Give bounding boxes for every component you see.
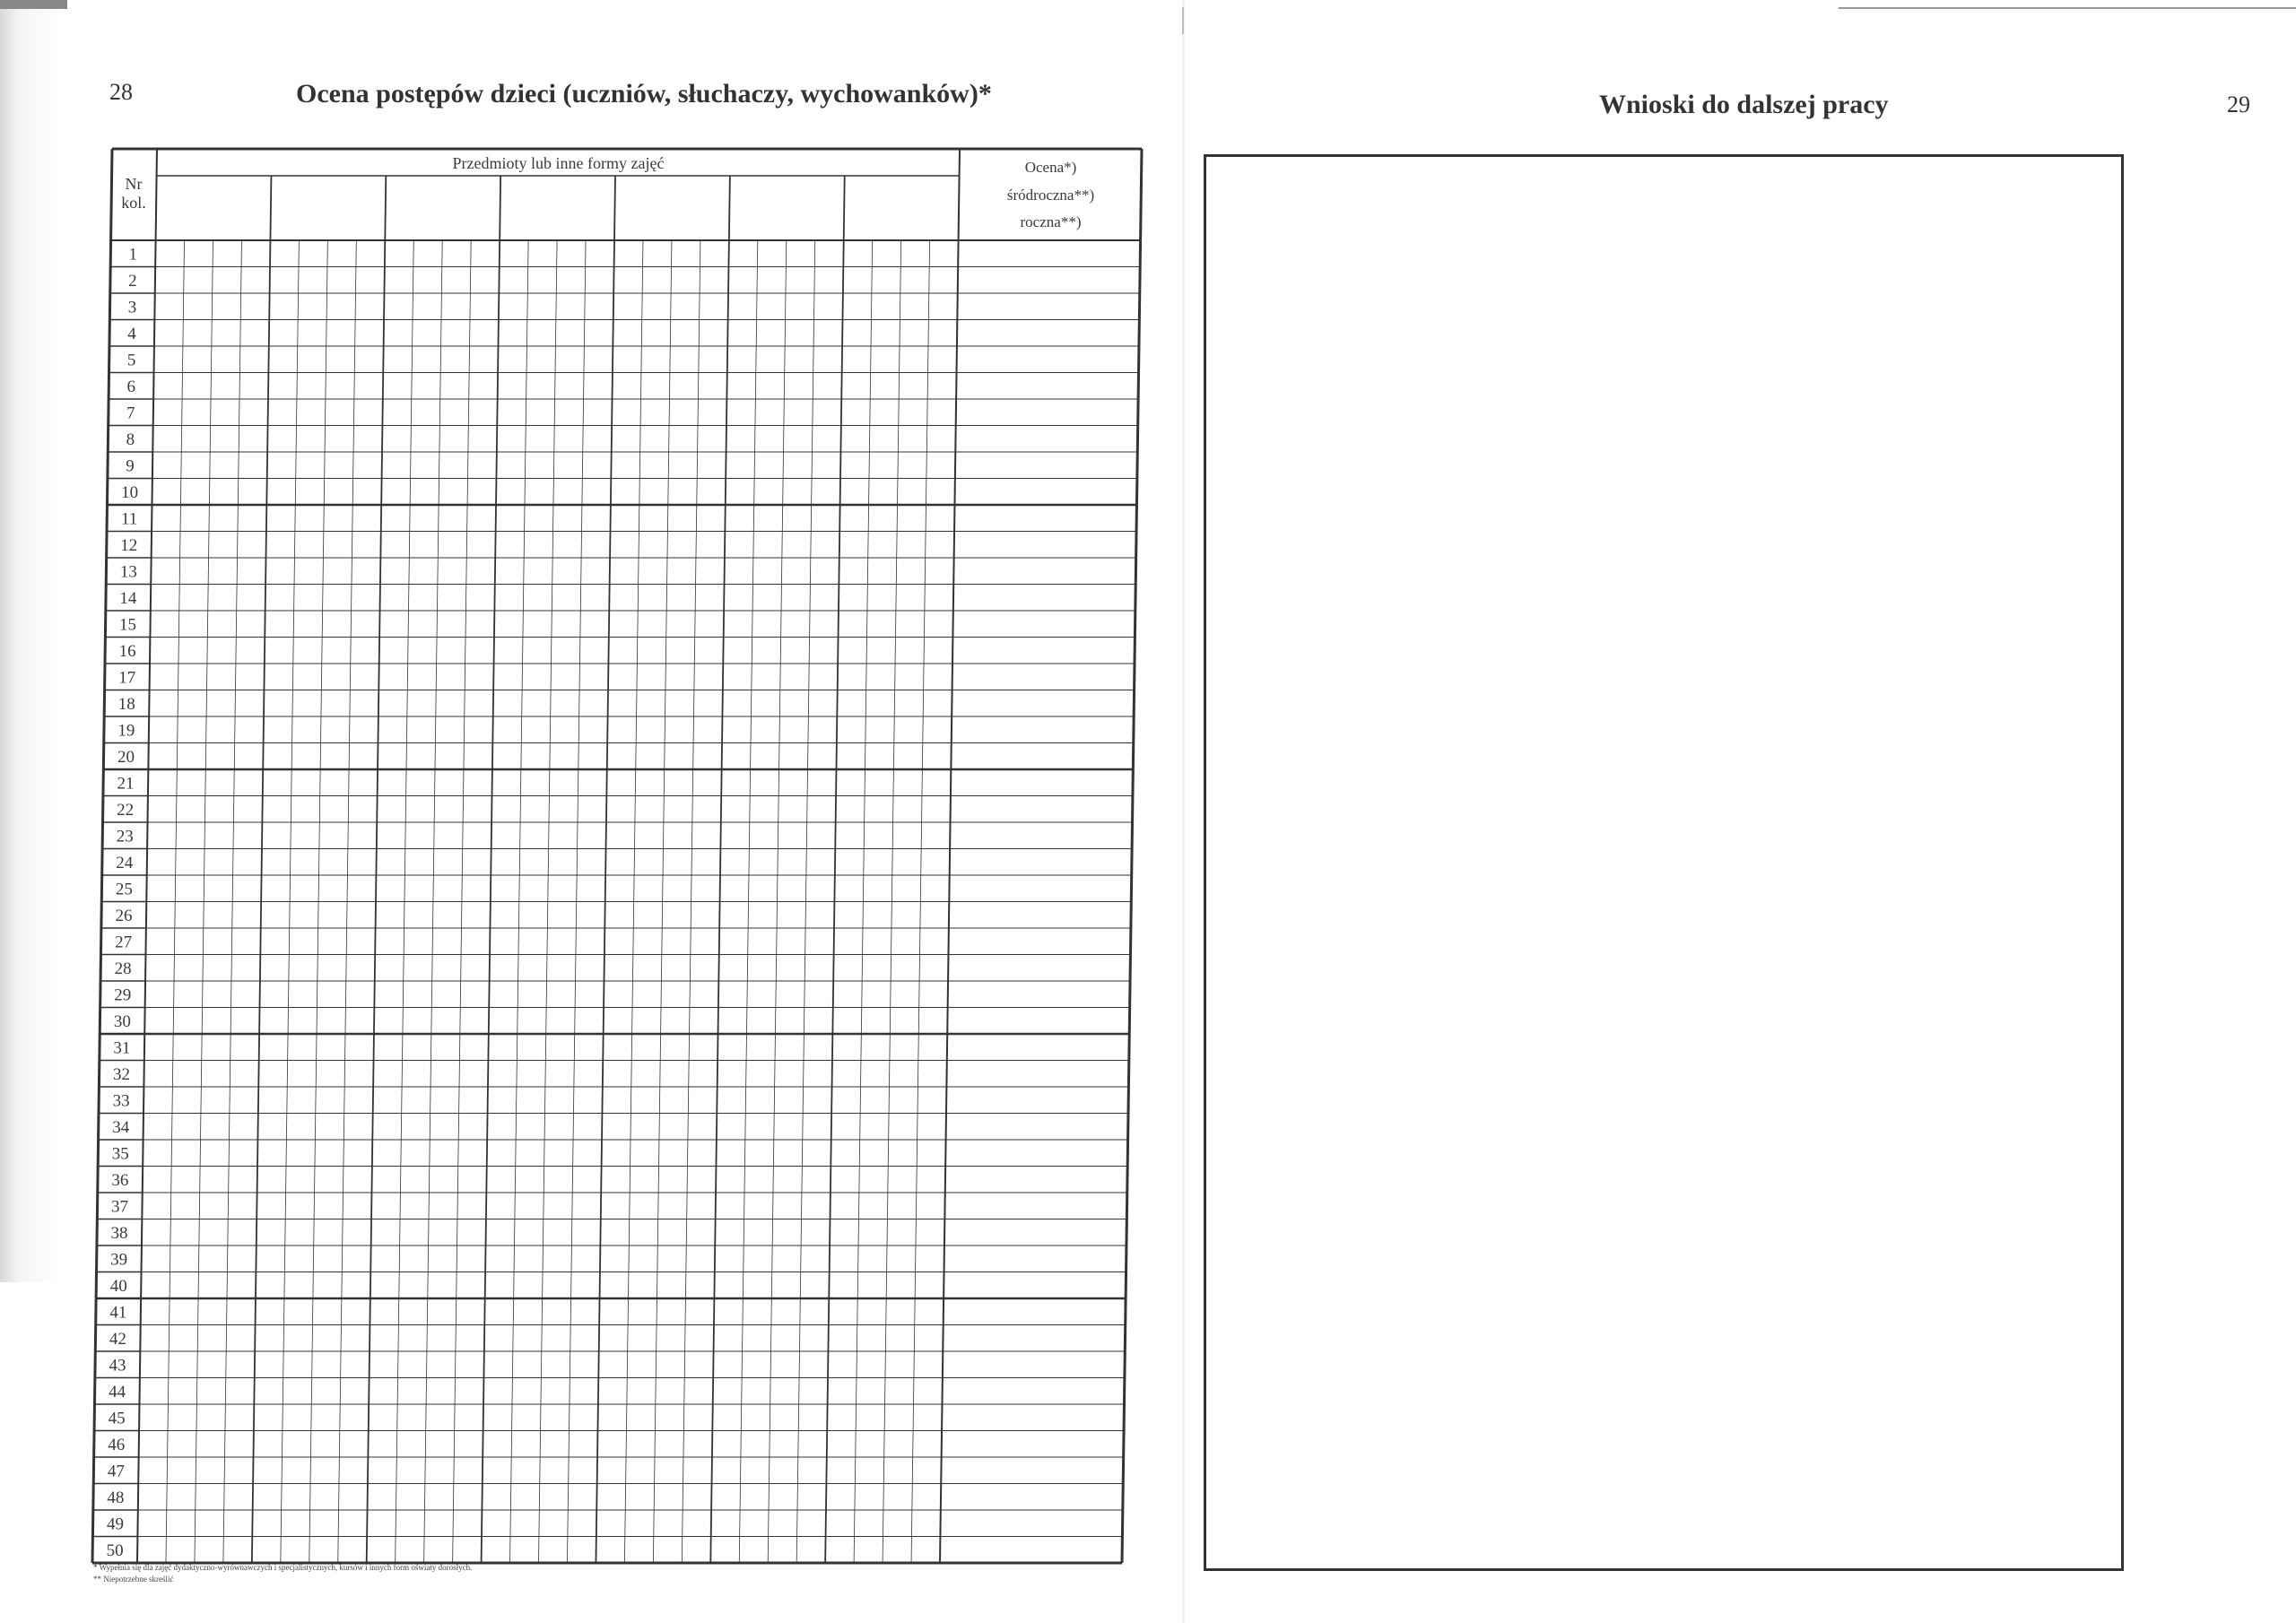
row-number: 25 [115,880,133,899]
row-number: 41 [109,1303,127,1323]
row-number: 35 [111,1144,129,1164]
subject-column-divider [596,176,615,1563]
subject-column-divider [367,176,387,1563]
row-number: 50 [106,1541,124,1560]
row-number: 19 [117,721,135,741]
row-number: 6 [126,378,135,396]
grade-header-label: śródroczna**) [1006,187,1095,204]
subject-column-divider [825,176,845,1563]
right-page-title: Wnioski do dalszej pracy [1599,90,1889,119]
row-number: 9 [126,456,135,476]
subject-column-divider [252,176,272,1563]
left-page-number: 28 [109,79,133,105]
conclusions-writing-box[interactable] [1204,154,2124,1571]
row-number: 8 [126,430,135,449]
row-number: 26 [115,907,133,925]
row-number: 40 [109,1277,127,1296]
row-number: 17 [118,668,136,688]
row-number: 36 [111,1171,129,1190]
row-number: 3 [127,298,137,317]
row-number: 20 [117,748,135,767]
row-number: 31 [113,1038,131,1058]
nr-header-label: kol. [121,194,146,212]
row-number: 33 [112,1091,130,1111]
row-number: 4 [127,325,136,343]
row-number: 2 [128,272,137,291]
row-number: 45 [108,1409,126,1428]
row-number: 22 [117,801,135,820]
row-number: 11 [121,509,138,529]
row-number: 1 [128,245,138,265]
grade-column-divider [940,149,960,1563]
grade-header-label: Ocena*) [1024,159,1077,176]
row-number: 43 [109,1356,126,1376]
row-number: 14 [119,589,137,608]
row-number: 13 [119,562,137,582]
nr-column-divider [137,149,157,1563]
row-number: 18 [117,695,135,714]
row-number: 7 [126,404,135,423]
subject-column-divider [482,176,501,1563]
row-number: 38 [110,1224,128,1243]
row-number: 12 [120,536,138,555]
row-number: 30 [113,1012,131,1031]
row-number: 15 [119,615,137,635]
row-number: 37 [110,1197,128,1217]
row-number: 34 [112,1118,130,1137]
row-number: 24 [116,854,134,872]
row-number: 44 [109,1383,126,1402]
footnote-1: * Wypełnia się dla zajęć dydaktyczno-wyrównawczych i specjalistycznych, kursów i innych form oświaty dorosłych. [93,1563,473,1572]
nr-header-label: Nr [125,175,143,193]
row-number: 32 [113,1065,131,1084]
row-number: 27 [115,933,133,952]
row-number: 21 [117,774,135,794]
left-page-title: Ocena postępów dzieci (uczniów, słuchaczy, wychowanków)* [296,79,992,108]
table-border-right [1122,149,1142,1563]
row-number: 29 [114,985,132,1005]
row-number: 23 [116,827,134,846]
row-number: 16 [118,642,136,661]
footnote-2: ** Niepotrzebne skreślić [93,1575,174,1584]
row-number: 10 [121,483,139,502]
row-number: 46 [108,1436,126,1454]
subject-column-divider [710,176,730,1563]
right-page-number: 29 [2227,91,2250,117]
row-number: 39 [110,1250,128,1270]
row-number: 49 [107,1515,125,1534]
grade-header-label: roczna**) [1020,213,1082,230]
row-number: 28 [114,959,132,978]
row-number: 5 [126,351,136,370]
row-number: 47 [107,1462,125,1481]
row-number: 42 [109,1330,126,1349]
row-number: 48 [107,1488,125,1507]
subjects-header-label: Przedmioty lub inne formy zajęć [452,154,665,172]
